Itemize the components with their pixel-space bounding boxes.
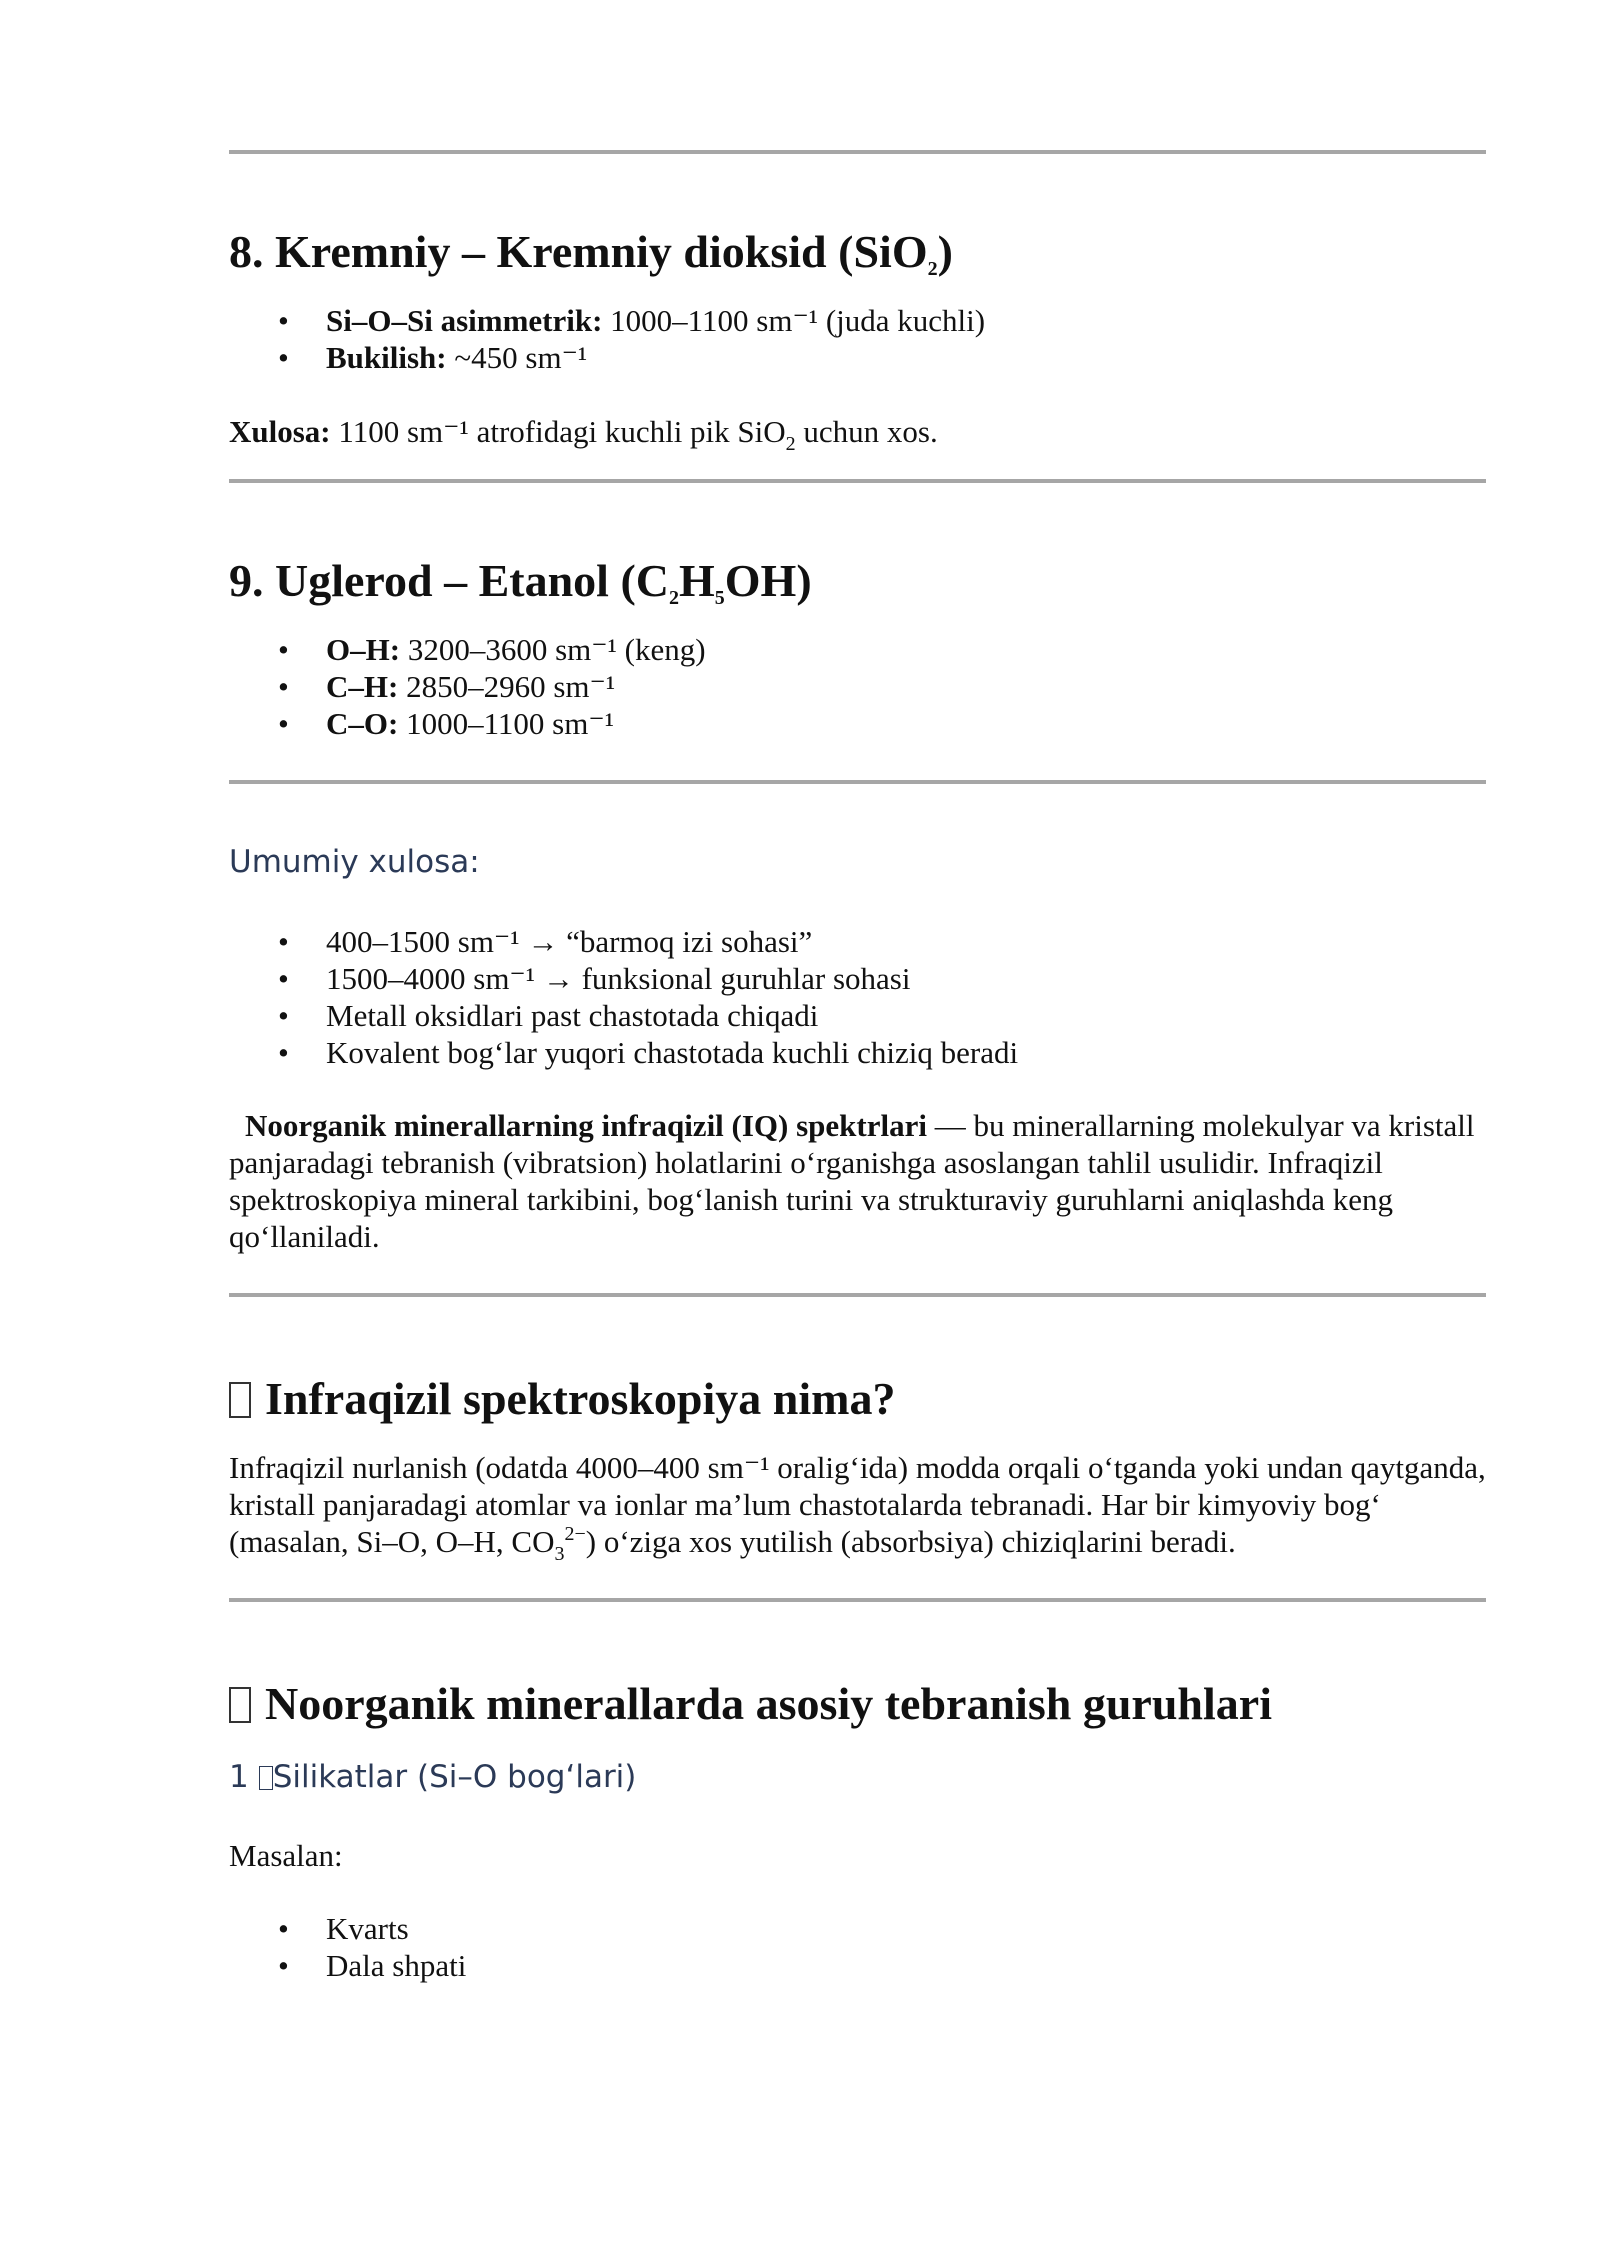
item-text: Kvarts (326, 1911, 409, 1947)
subscript: 2 (669, 587, 679, 610)
bullet: • (278, 706, 289, 742)
silicates-heading (229, 1759, 1486, 1796)
horizontal-rule (229, 780, 1486, 784)
conclusion-text: 1100 sm⁻¹ atrofidagi kuchli pik SiO (330, 414, 786, 450)
list-item (229, 1034, 1486, 1071)
item-text: 3200–3600 sm⁻¹ (keng) (400, 632, 706, 668)
item-text: 1000–1100 sm⁻¹ (398, 706, 615, 742)
bullet: • (278, 303, 289, 339)
item-label: C–O: (326, 706, 399, 742)
list-item (229, 923, 1486, 960)
section-8-list (229, 302, 1486, 376)
horizontal-rule (229, 150, 1486, 154)
section-8-conclusion (229, 413, 1486, 456)
item-text: Metall oksidlari past chastotada chiqadi (326, 997, 819, 1033)
minerals-list (229, 1910, 1486, 1984)
horizontal-rule (229, 1293, 1486, 1297)
subscript: 2 (785, 433, 796, 456)
list-item (229, 339, 1486, 376)
list-item (229, 668, 1486, 705)
subscript: 3 (554, 1542, 565, 1565)
intro-paragraph (229, 1107, 1486, 1255)
intro-bold: Noorganik minerallarning infraqizil (IQ) spektrlari (245, 1107, 927, 1143)
bullet: • (278, 960, 289, 996)
intro-text: — bu minerallarning molekulyar va kristall panjaradagi tebranish (vibratsion) holatlarini o‘rganishga asoslangan tahlil usulidir. Infraqizil spektroskopiya mineral tarkibini, bog‘lanish turini va strukturaviy guruhlarni aniqlashda keng qo‘llaniladi. (229, 1107, 1475, 1254)
item-label: Si–O–Si asimmetrik: (326, 303, 603, 339)
missing-glyph-icon (229, 1382, 251, 1418)
item-text: 1500–4000 sm⁻¹ → funksional guruhlar sohasi (326, 960, 911, 996)
subscript: 5 (714, 587, 725, 610)
paragraph-text: ) o‘ziga xos yutilish (absorbsiya) chiziqlarini beradi. (585, 1523, 1236, 1559)
bullet: • (278, 997, 289, 1033)
bullet: • (278, 632, 289, 668)
bullet: • (278, 1948, 289, 1984)
groups-heading (229, 1676, 1486, 1731)
item-label: O–H: (326, 632, 401, 668)
horizontal-rule (229, 1598, 1486, 1602)
subscript: 2 (927, 258, 938, 280)
heading-part: H (679, 555, 715, 607)
missing-glyph-icon (259, 1766, 273, 1790)
superscript: 2− (564, 1522, 586, 1545)
list-item (229, 960, 1486, 997)
paragraph-text: Infraqizil nurlanish (odatda 4000–400 sm⁻¹ oralig‘ida) modda orqali o‘tganda yoki undan qaytganda, kristall panjaradagi atomlar va ionlar ma’lum chastotalarda tebranadi. Har bir kimyoviy bog‘ (masalan, Si–O, O–H, CO (229, 1449, 1486, 1559)
bullet: • (278, 669, 289, 705)
list-item (229, 1910, 1486, 1947)
conclusion-end: uchun xos. (795, 414, 938, 450)
horizontal-rule (229, 479, 1486, 483)
groups-heading-text: Noorganik minerallarda asosiy tebranish guruhlari (265, 1677, 1272, 1729)
item-text: 1000–1100 sm⁻¹ (juda kuchli) (602, 303, 986, 339)
item-label: C–H: (326, 669, 399, 705)
what-is-heading-text: Infraqizil spektroskopiya nima? (265, 1372, 896, 1424)
summary-list (229, 923, 1486, 1071)
item-label: Bukilish: (326, 340, 447, 376)
section-9-heading (229, 553, 1486, 608)
conclusion-label: Xulosa: (229, 414, 331, 450)
bullet: • (278, 1911, 289, 1947)
item-text: Dala shpati (326, 1948, 467, 1984)
bullet: • (278, 340, 289, 376)
document-content (229, 150, 1486, 1984)
item-text: ~450 sm⁻¹ (446, 340, 588, 376)
summary-heading: Umumiy xulosa: (229, 844, 480, 881)
section-8-heading (229, 224, 1486, 279)
list-item (229, 705, 1486, 742)
missing-glyph-icon (229, 1687, 251, 1723)
silicates-heading-text: Silikatlar (Si–O bog‘lari) (272, 1758, 637, 1795)
item-text: 400–1500 sm⁻¹ → “barmoq izi sohasi” (326, 923, 813, 959)
list-item (229, 1947, 1486, 1984)
subheading-number: 1 (229, 1758, 249, 1795)
list-item (229, 302, 1486, 339)
section-8-heading-text: 8. Kremniy – Kremniy dioksid (SiO (229, 226, 928, 277)
item-text: Kovalent bog‘lar yuqori chastotada kuchli chiziq beradi (326, 1034, 1019, 1070)
heading-part: OH) (724, 555, 812, 607)
heading-part: 9. Uglerod – Etanol (C (229, 555, 669, 607)
list-item (229, 997, 1486, 1034)
example-label: Masalan: (229, 1838, 343, 1874)
item-text: 2850–2960 sm⁻¹ (398, 669, 616, 705)
bullet: • (278, 923, 289, 959)
what-is-heading (229, 1371, 1486, 1426)
section-8-heading-end: ) (937, 226, 953, 277)
section-9-list (229, 631, 1486, 742)
what-is-paragraph (229, 1449, 1486, 1565)
list-item (229, 631, 1486, 668)
bullet: • (278, 1034, 289, 1070)
